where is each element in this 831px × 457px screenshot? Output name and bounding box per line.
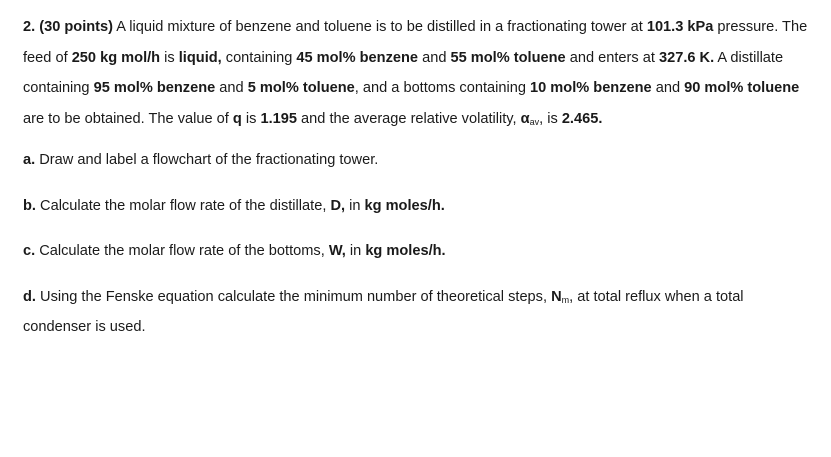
text-segment: in — [345, 243, 366, 259]
text-segment: and — [651, 80, 685, 96]
bottoms-benzene: 10 mol% benzene — [530, 80, 652, 96]
part-d-letter: d. — [23, 288, 36, 305]
part-b-letter: b. — [23, 197, 36, 214]
text-segment: Calculate the molar flow rate of the distillate, — [35, 197, 331, 214]
text-segment: containing — [221, 49, 297, 66]
feed-temperature: 327.6 K. — [658, 49, 715, 66]
text-segment: is — [241, 110, 261, 127]
part-d — [23, 282, 811, 343]
problem-number: 2. — [23, 19, 36, 35]
text-segment: , and a bottoms containing — [354, 80, 531, 96]
text-segment: Using the Fenske equation calculate the minimum number of theoretical steps, — [35, 288, 552, 305]
bottoms-variable: W, — [328, 243, 346, 259]
feed-toluene: 55 mol% toluene — [450, 49, 566, 66]
part-c-letter: c. — [23, 243, 36, 259]
distillate-benzene: 95 mol% benzene — [93, 80, 216, 96]
text-segment: in — [345, 197, 365, 214]
pressure-value: 101.3 kPa — [646, 19, 714, 35]
bottoms-unit: kg moles/h. — [365, 243, 446, 259]
distillate-toluene: 5 mol% toluene — [247, 80, 355, 96]
text-segment: A liquid mixture of benzene and toluene is to be distilled in a fractionating tower at — [113, 19, 647, 35]
alpha-value: 2.465. — [561, 110, 603, 127]
part-a-letter: a. — [23, 152, 36, 168]
text-segment: pressure. The feed of — [23, 19, 808, 66]
feed-state: liquid, — [178, 49, 222, 66]
q-value: 1.195 — [260, 110, 297, 127]
part-a — [23, 145, 811, 176]
text-segment: , at total reflux when a total condenser is used. — [23, 288, 744, 335]
text-segment: and — [215, 80, 248, 96]
part-b — [23, 191, 811, 222]
feed-rate: 250 kg mol/h — [71, 49, 161, 66]
distillate-unit: kg moles/h. — [364, 197, 445, 214]
feed-benzene: 45 mol% benzene — [296, 49, 419, 66]
distillate-variable: D, — [330, 197, 346, 214]
min-steps-subscript: m — [561, 294, 570, 305]
problem-points: (30 points) — [39, 19, 114, 35]
q-symbol: q — [232, 110, 242, 127]
part-c — [23, 236, 811, 267]
alpha-subscript: av — [529, 116, 540, 127]
problem-statement — [23, 12, 811, 134]
text-segment: and enters at — [565, 49, 659, 66]
text-segment: and the average relative volatility, — [296, 110, 521, 127]
text-segment: A distillate containing — [23, 49, 784, 96]
text-segment: Calculate the molar flow rate of the bottoms, — [35, 243, 329, 259]
alpha-symbol: α — [520, 110, 530, 127]
text-segment: is — [160, 49, 179, 66]
bottoms-toluene: 90 mol% toluene — [684, 80, 800, 96]
text-segment: and — [418, 49, 451, 66]
text-segment: , is — [539, 110, 562, 127]
part-a-text: Draw and label a flowchart of the fractionating tower. — [35, 152, 379, 168]
min-steps-variable: N — [551, 288, 562, 305]
text-segment: are to be obtained. The value of — [23, 110, 233, 127]
